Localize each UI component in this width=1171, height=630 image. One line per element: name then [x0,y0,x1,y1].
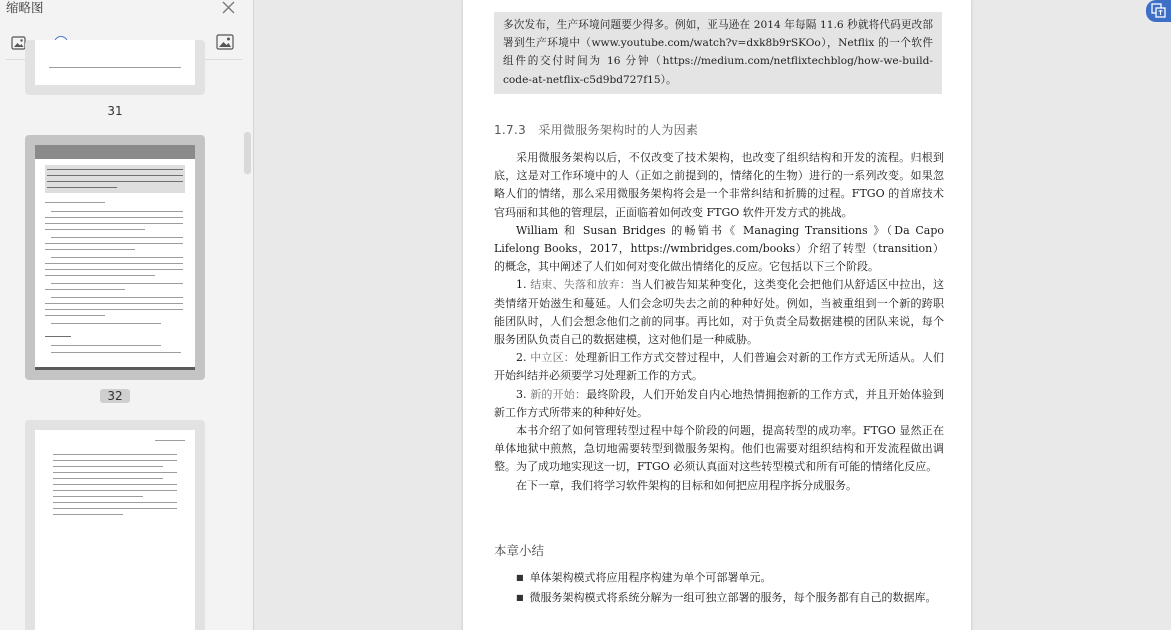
list-item-label: 中立区： [530,351,575,365]
zoom-in-image-icon[interactable] [216,34,234,50]
list-item-text: 处理新旧工作方式交替过程中，人们普遍会对新的工作方式无所适从。人们开始纠结并必须要学习处理新工作的方式。 [494,351,945,383]
section-heading: 1.7.3 采用微服务架构时的人为因素 [494,123,699,137]
summary-item: ■ 单体架构模式将应用程序构建为单个可部署单元。 [516,569,956,589]
document-viewer[interactable] [255,0,1171,630]
quoted-text-block: 多次发布，生产环境问题要少得多。例如，亚马逊在 2014 年每隔 11.6 秒就将代码更改部署到生产环境中（www.youtube.com/watch?v=dxk8b9rSKOo），Netflix 的一个软件组件的交付时间为 16 分钟（https://medium.com/netflixtechblog/how-we-build-code-at-netflix-c5d9bd727f15）。 [494,12,942,94]
paragraph: William 和 Susan Bridges 的畅销书《 Managing Transitions 》（Da Capo Lifelong Books，2017，https://wmbridges.com/books）介绍了转型（transition）的概念，其中阐述了人们如何对变化做出情绪化的反应。它包括以下三个阶段。 [494,223,944,274]
document-page [463,0,971,630]
thumbnail-panel [0,0,254,630]
list-number: 1. [516,278,527,292]
list-number: 2. [516,351,527,365]
thumbnail-page-33[interactable] [25,420,205,630]
paragraph: 在下一章，我们将学习软件架构的目标和如何把应用程序拆分成服务。 [516,478,857,492]
paragraph: 本书介绍了如何管理转型过程中每个阶段的问题，提高转型的成功率。FTGO 显然正在单体地狱中煎熬，急切地需要转型到微服务架构。他们也需要对组织结构和开发流程做出调整。为了成功地实现这一切，FTGO 必须认真面对这些转型模式和所有可能的情绪化反应。 [494,424,944,474]
translate-tool-button[interactable] [1146,0,1171,22]
paragraph: 采用微服务架构以后，不仅改变了技术架构，也改变了组织结构和开发的流程。归根到底，这是对工作环境中的人（正如之前提到的，情绪化的生物）进行的一系列改变。如果忽略人们的情绪，那么采用微服务架构将会是一个非常纠结和折腾的过程。FTGO 的首席技术官玛丽和其他的管理层，正面临着如何改变 FTGO 软件开发方式的挑战。 [494,151,944,219]
list-item [494,386,944,422]
thumbnail-page-number: 32 [100,389,130,403]
list-number: 3. [516,387,527,401]
thumbnail-page-31[interactable] [25,40,205,95]
thumbnail-page-32[interactable] [25,135,205,380]
list-item-label: 新的开始： [530,387,587,401]
thumbnail-image [35,40,195,85]
list-item [494,349,944,385]
thumbnail-page-number: 31 [107,104,123,118]
summary-item: ■ 微服务架构模式将系统分解为一组可独立部署的服务，每个服务都有自己的数据库。 [516,589,956,609]
zoom-out-image-icon[interactable] [11,35,26,49]
thumbnail-image [35,430,195,630]
summary-list [516,569,956,608]
thumbnail-panel-header [0,0,254,20]
close-icon[interactable] [220,0,236,16]
summary-heading: 本章小结 [494,543,545,558]
translate-icon [1146,0,1171,22]
thumbnail-scrollbar[interactable] [244,132,251,174]
thumbnail-image [35,145,195,370]
list-item-label: 结束、失落和放弃： [530,278,631,292]
list-item-text: 当人们被告知某种变化，这类变化会把他们从舒适区中拉出，这类情绪开始滋生和蔓延。人们会念叨失去之前的种种好处。例如，当被重组到一个新的跨职能团队时，人们会想念他们之前的同事。再比如，对于负责全局数据建模的团队来说，每个服务团队负责自己的数据建模，这对他们是一种威胁。 [494,278,944,347]
list-item-text: 最终阶段，人们开始发自内心地热情拥抱新的工作方式，并且开始体验到新工作方式所带来的种种好处。 [494,387,945,419]
list-item [494,276,944,349]
panel-title: 缩略图 [6,0,44,15]
page-body [494,149,944,495]
